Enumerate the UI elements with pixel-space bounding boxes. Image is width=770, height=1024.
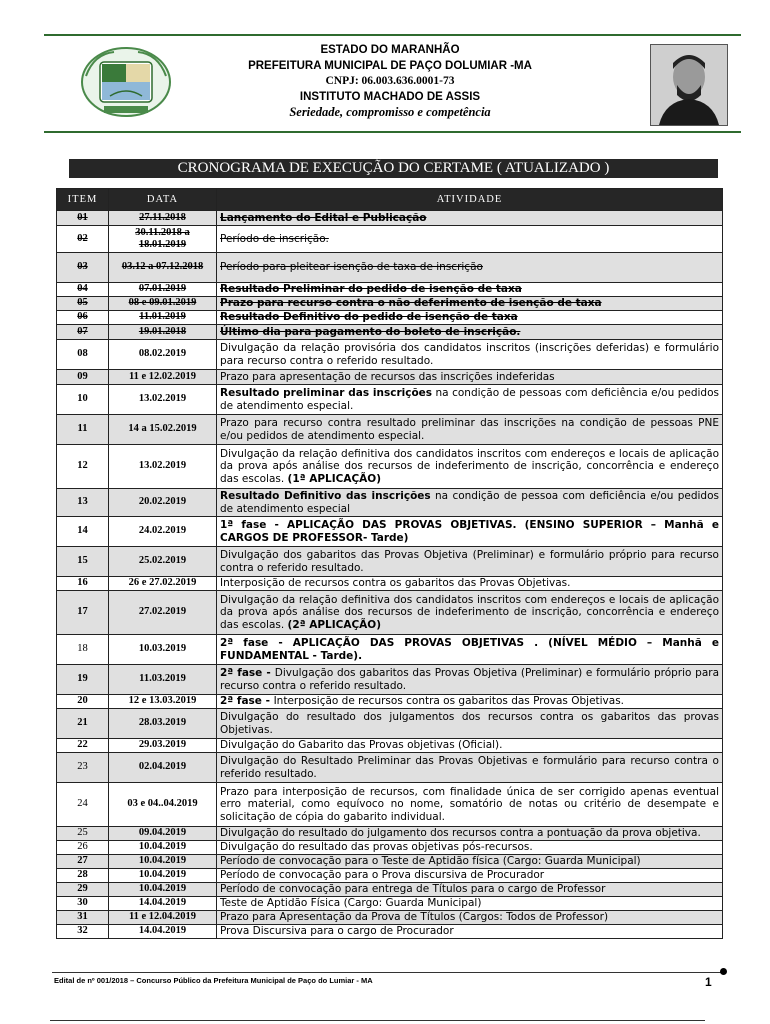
- item-cell: 30: [57, 897, 109, 911]
- activity-text: 2ª fase - APLICAÇÃO DAS PROVAS OBJETIVAS . (NÍVEL MÉDIO – Manhã e FUNDAMENTAL - Tarde).: [220, 637, 719, 662]
- item-cell: 26: [57, 841, 109, 855]
- table-row: [57, 591, 723, 635]
- date-cell: 14 a 15.02.2019: [109, 415, 217, 445]
- municipal-emblem: [80, 46, 172, 118]
- item-cell: 17: [57, 591, 109, 635]
- institute-name: INSTITUTO MACHADO DE ASSIS: [299, 90, 481, 103]
- table-row: [57, 783, 723, 827]
- activity-text: Divulgação do resultado do julgamento dos recursos contra a pontuação da prova objetiva.: [220, 827, 701, 840]
- activity-text: Resultado Definitivo das inscrições: [220, 490, 431, 502]
- activity-cell: [217, 709, 723, 739]
- item-cell: 20: [57, 695, 109, 709]
- activity-cell: [217, 445, 723, 489]
- item-cell: 22: [57, 739, 109, 753]
- activity-text: Resultado Definitivo do pedido de isenção de taxa: [220, 311, 518, 324]
- activity-text: 1ª fase - APLICAÇÃO DAS PROVAS OBJETIVAS. (ENSINO SUPERIOR – Manhã e CARGOS DE PROFESSOR- Tarde): [220, 519, 719, 544]
- activity-cell: [217, 253, 723, 283]
- activity-cell: [217, 911, 723, 925]
- activity-cell: [217, 665, 723, 695]
- activity-cell: [217, 340, 723, 370]
- activity-text: Período para pleitear isenção de taxa de inscrição: [220, 261, 483, 274]
- table-row: [57, 911, 723, 925]
- activity-text: Prova Discursiva para o cargo de Procurador: [220, 925, 454, 938]
- activity-text: Interposição de recursos contra os gabaritos das Provas Objetivas.: [220, 577, 571, 590]
- activity-cell: [217, 226, 723, 253]
- table-row: [57, 370, 723, 385]
- date-cell: 27.02.2019: [109, 591, 217, 635]
- footer-rule: [52, 972, 724, 973]
- table-row: [57, 709, 723, 739]
- date-cell: 11.01.2019: [109, 311, 217, 325]
- activity-cell: [217, 311, 723, 325]
- table-row: [57, 415, 723, 445]
- date-cell: 11.03.2019: [109, 665, 217, 695]
- activity-text: Período de inscrição.: [220, 232, 329, 245]
- item-cell: 27: [57, 855, 109, 869]
- activity-text: Resultado Preliminar do pedido de isenção de taxa: [220, 283, 522, 296]
- activity-text: Período de convocação para o Teste de Aptidão física (Cargo: Guarda Municipal): [220, 855, 641, 868]
- activity-cell: [217, 827, 723, 841]
- table-row: [57, 226, 723, 253]
- item-cell: 08: [57, 340, 109, 370]
- column-header-activity: ATIVIDADE: [217, 189, 723, 211]
- activity-text: (2ª APLICAÇÃO): [287, 618, 382, 631]
- date-cell: 07.01.2019: [109, 283, 217, 297]
- table-row: [57, 897, 723, 911]
- activity-cell: [217, 925, 723, 939]
- activity-cell: [217, 297, 723, 311]
- header-bottom-rule: [44, 131, 741, 133]
- date-cell: 10.03.2019: [109, 635, 217, 665]
- date-cell: 11 e 12.04.2019: [109, 911, 217, 925]
- item-cell: 14: [57, 517, 109, 547]
- activity-cell: [217, 869, 723, 883]
- date-cell: 12 e 13.03.2019: [109, 695, 217, 709]
- motto: Seriedade, compromisso e competência: [289, 105, 491, 119]
- item-cell: 32: [57, 925, 109, 939]
- activity-text: Teste de Aptidão Física (Cargo: Guarda Municipal): [220, 897, 482, 910]
- table-row: [57, 385, 723, 415]
- date-cell: 03 e 04..04.2019: [109, 783, 217, 827]
- date-cell: 08.02.2019: [109, 340, 217, 370]
- date-cell: 11 e 12.02.2019: [109, 370, 217, 385]
- table-row: [57, 311, 723, 325]
- table-row: [57, 517, 723, 547]
- activity-text: Divulgação do Gabarito das Provas objetivas (Oficial).: [220, 739, 503, 752]
- date-cell: 10.04.2019: [109, 883, 217, 897]
- item-cell: 09: [57, 370, 109, 385]
- activity-cell: [217, 577, 723, 591]
- header-top-rule: [44, 34, 741, 36]
- table-row: [57, 211, 723, 226]
- page-number: 1: [705, 975, 712, 989]
- date-cell: 20.02.2019: [109, 489, 217, 517]
- activity-cell: [217, 695, 723, 709]
- activity-cell: [217, 370, 723, 385]
- activity-text: Prazo para recurso contra o não deferimento de isenção de taxa: [220, 297, 602, 310]
- activity-text: Prazo para Apresentação da Prova de Títulos (Cargos: Todos de Professor): [220, 911, 609, 924]
- schedule-title: CRONOGRAMA DE EXECUÇÃO DO CERTAME ( ATUALIZADO ): [69, 159, 718, 178]
- date-cell: 02.04.2019: [109, 753, 217, 783]
- date-cell: 13.02.2019: [109, 445, 217, 489]
- table-row: [57, 283, 723, 297]
- state-name: ESTADO DO MARANHÃO: [320, 44, 460, 56]
- date-cell: 30.11.2018 a 18.01.2019: [109, 226, 217, 253]
- table-row: [57, 841, 723, 855]
- table-row: [57, 739, 723, 753]
- item-cell: 01: [57, 211, 109, 226]
- item-cell: 28: [57, 869, 109, 883]
- item-cell: 06: [57, 311, 109, 325]
- date-cell: 27.11.2018: [109, 211, 217, 226]
- activity-text: Divulgação do Resultado Preliminar das Provas Objetivas e formulário para recurso contra o referido resultado.: [220, 755, 719, 780]
- date-cell: 25.02.2019: [109, 547, 217, 577]
- item-cell: 10: [57, 385, 109, 415]
- activity-cell: [217, 783, 723, 827]
- table-row: [57, 340, 723, 370]
- item-cell: 16: [57, 577, 109, 591]
- activity-cell: [217, 415, 723, 445]
- item-cell: 11: [57, 415, 109, 445]
- table-row: [57, 883, 723, 897]
- activity-text: Período de convocação para o Prova discursiva de Procurador: [220, 869, 545, 882]
- table-row: [57, 753, 723, 783]
- schedule-table: [56, 188, 723, 939]
- date-cell: 10.04.2019: [109, 869, 217, 883]
- item-cell: 24: [57, 783, 109, 827]
- table-row: [57, 695, 723, 709]
- item-cell: 19: [57, 665, 109, 695]
- date-cell: 24.02.2019: [109, 517, 217, 547]
- item-cell: 23: [57, 753, 109, 783]
- activity-text: Lançamento do Edital e Publicação: [220, 211, 427, 224]
- date-cell: 14.04.2019: [109, 897, 217, 911]
- activity-cell: [217, 591, 723, 635]
- activity-text: (1ª APLICAÇÃO): [287, 472, 382, 485]
- table-row: [57, 869, 723, 883]
- table-row: [57, 489, 723, 517]
- activity-cell: [217, 855, 723, 869]
- date-cell: 28.03.2019: [109, 709, 217, 739]
- item-cell: 31: [57, 911, 109, 925]
- activity-text: Último dia para pagamento do boleto de inscrição.: [220, 325, 521, 338]
- bottom-rule: [50, 1020, 705, 1021]
- activity-cell: [217, 517, 723, 547]
- item-cell: 02: [57, 226, 109, 253]
- item-cell: 21: [57, 709, 109, 739]
- activity-cell: [217, 897, 723, 911]
- date-cell: 08 e 09.01.2019: [109, 297, 217, 311]
- table-row: [57, 665, 723, 695]
- activity-text: Divulgação da relação definitiva dos candidatos inscritos com endereços e locais de aplicação da prova após análise dos recursos de indeferimento de inscrição, concorrência e endereço das escolas.: [220, 593, 719, 631]
- table-row: [57, 925, 723, 939]
- table-row: [57, 445, 723, 489]
- table-row: [57, 297, 723, 311]
- activity-text: Divulgação do resultado dos julgamentos dos recursos contra os gabaritos das provas Objetivas.: [220, 711, 719, 736]
- table-row: [57, 855, 723, 869]
- table-body: [57, 211, 723, 939]
- date-cell: 13.02.2019: [109, 385, 217, 415]
- table-row: [57, 325, 723, 340]
- activity-text: Divulgação da relação provisória dos candidatos inscritos (inscrições deferidas) e formulário para recurso contra o referido resultado.: [220, 342, 719, 367]
- activity-text: na condição de pessoa com deficiência e/ou pedidos de atendimento especial: [220, 490, 719, 515]
- activity-text: Resultado preliminar das inscrições: [220, 387, 433, 399]
- activity-text: na condição de pessoas com deficiência e/ou pedidos de atendimento especial.: [220, 387, 719, 412]
- activity-text: Interposição de recursos contra os gabaritos das Provas Objetivas.: [273, 695, 625, 708]
- activity-text: Divulgação do resultado das provas objetivas pós-recursos.: [220, 841, 533, 854]
- municipality-name: PREFEITURA MUNICIPAL DE PAÇO DOLUMIAR -MA: [248, 59, 532, 72]
- activity-text: Prazo para apresentação de recursos das inscrições indeferidas: [220, 370, 555, 383]
- item-cell: 07: [57, 325, 109, 340]
- activity-cell: [217, 489, 723, 517]
- activity-text: 2ª fase -: [220, 667, 275, 679]
- activity-cell: [217, 739, 723, 753]
- date-cell: 14.04.2019: [109, 925, 217, 939]
- activity-text: Período de convocação para entrega de Títulos para o cargo de Professor: [220, 883, 606, 896]
- table-row: [57, 577, 723, 591]
- date-cell: 03.12 a 07.12.2018: [109, 253, 217, 283]
- activity-text: 2ª fase -: [220, 695, 274, 708]
- item-cell: 13: [57, 489, 109, 517]
- activity-text: Prazo para interposição de recursos, com finalidade única de ser corrigido apenas eventual erro material, como equívoco no nome, somatório de notas ou critério de desempate e solicitação de cópia do gabarito individual.: [220, 785, 719, 823]
- cnpj: CNPJ: 06.003.636.0001-73: [325, 75, 455, 87]
- item-cell: 03: [57, 253, 109, 283]
- page-marker-dot: [720, 968, 727, 975]
- activity-cell: [217, 385, 723, 415]
- column-header-date: DATA: [109, 189, 217, 211]
- date-cell: 29.03.2019: [109, 739, 217, 753]
- column-header-item: ITEM: [57, 189, 109, 211]
- table-header-row: [57, 189, 723, 211]
- table-row: [57, 827, 723, 841]
- activity-text: Divulgação dos gabaritos das Provas Objetiva (Preliminar) e formulário próprio para recurso contra o referido resultado.: [220, 549, 719, 574]
- activity-cell: [217, 325, 723, 340]
- activity-cell: [217, 283, 723, 297]
- item-cell: 25: [57, 827, 109, 841]
- table-row: [57, 253, 723, 283]
- item-cell: 18: [57, 635, 109, 665]
- activity-cell: [217, 547, 723, 577]
- item-cell: 05: [57, 297, 109, 311]
- item-cell: 04: [57, 283, 109, 297]
- date-cell: 09.04.2019: [109, 827, 217, 841]
- activity-cell: [217, 753, 723, 783]
- item-cell: 12: [57, 445, 109, 489]
- date-cell: 10.04.2019: [109, 855, 217, 869]
- table-row: [57, 635, 723, 665]
- letterhead: [180, 43, 600, 121]
- activity-cell: [217, 841, 723, 855]
- date-cell: 10.04.2019: [109, 841, 217, 855]
- activity-text: Prazo para recurso contra resultado preliminar das inscrições na condição de pessoas PNE e/ou pedidos de atendimento especial.: [220, 417, 719, 442]
- activity-cell: [217, 883, 723, 897]
- activity-text: Divulgação da relação definitiva dos candidatos inscritos com endereços e locais de aplicação da prova após análise dos recursos de indeferimento de inscrição, concorrência e endereço das escolas.: [220, 447, 719, 485]
- date-cell: 26 e 27.02.2019: [109, 577, 217, 591]
- item-cell: 29: [57, 883, 109, 897]
- activity-cell: [217, 635, 723, 665]
- item-cell: 15: [57, 547, 109, 577]
- date-cell: 19.01.2018: [109, 325, 217, 340]
- activity-text: Divulgação dos gabaritos das Provas Objetiva (Preliminar) e formulário próprio para recurso contra o referido resultado.: [220, 667, 720, 692]
- activity-cell: [217, 211, 723, 226]
- portrait-image: [650, 44, 728, 126]
- table-row: [57, 547, 723, 577]
- footer-text: Edital de nº 001/2018 – Concurso Público da Prefeitura Municipal de Paço do Lumiar - MA: [54, 976, 373, 985]
